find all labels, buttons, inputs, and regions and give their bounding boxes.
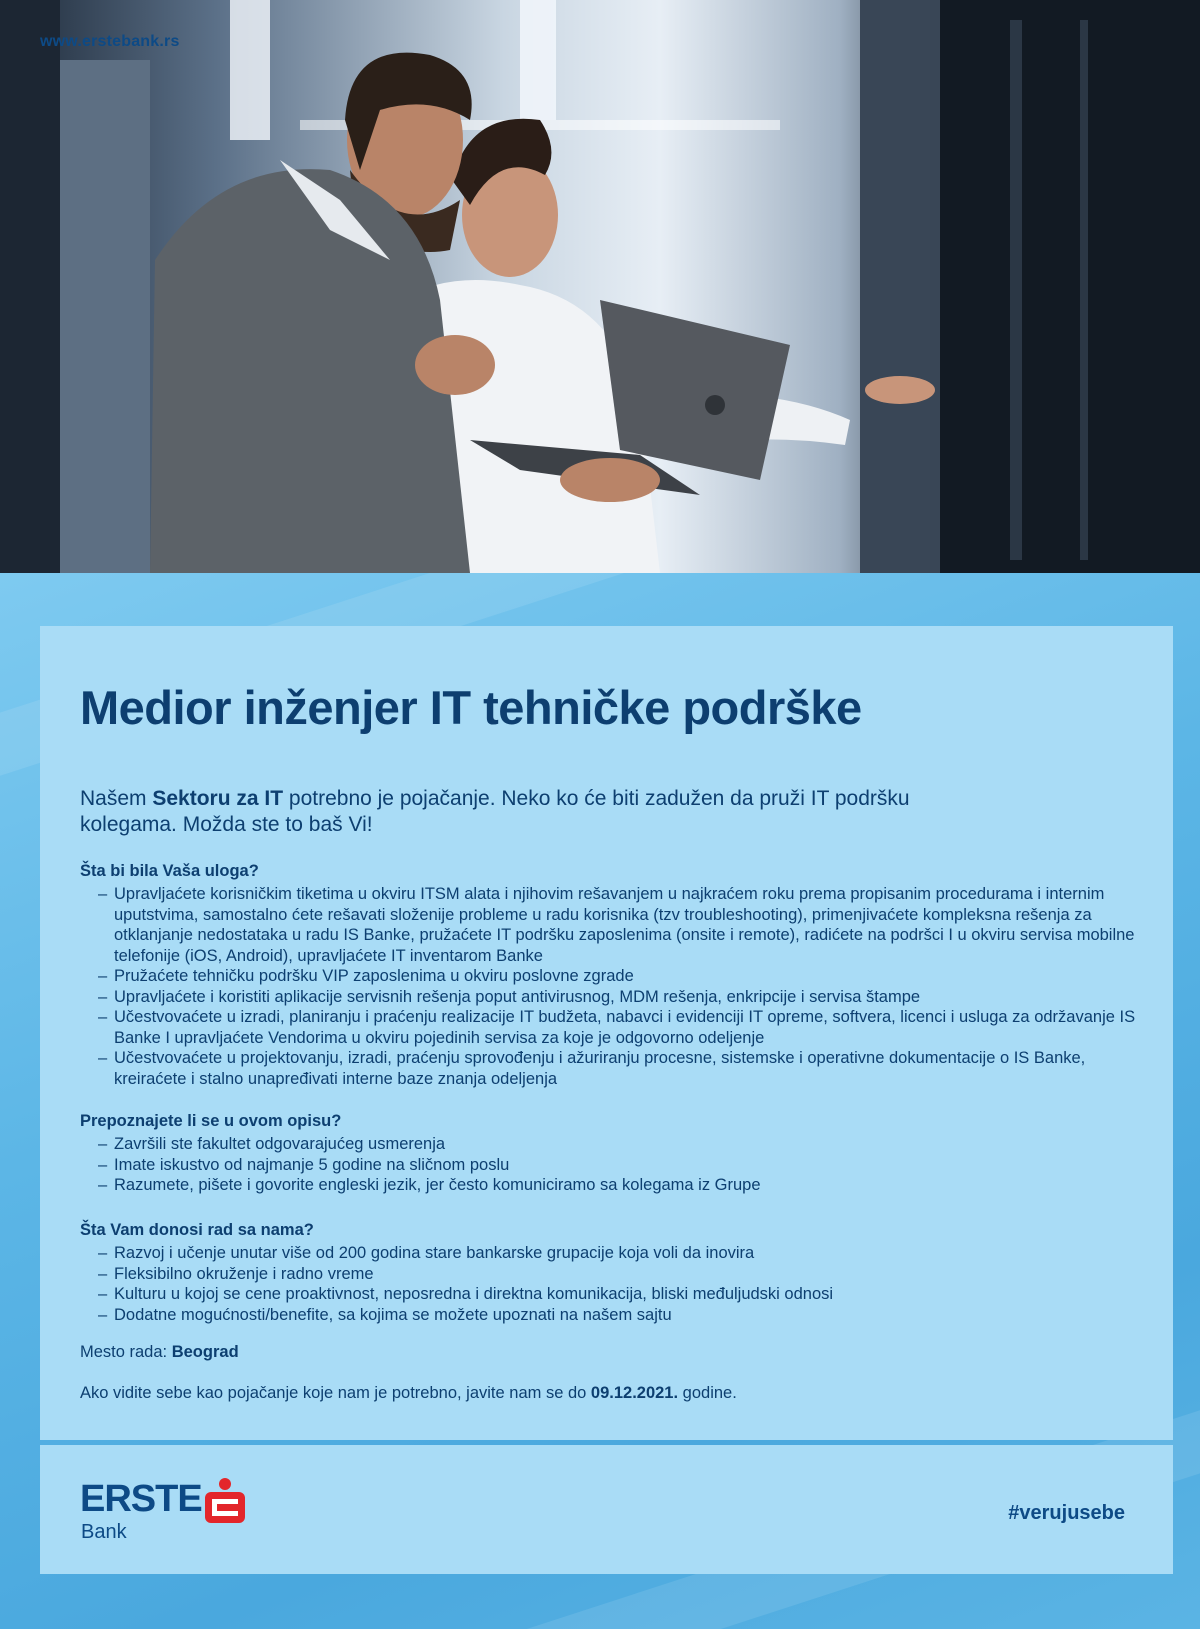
- website-url[interactable]: www.erstebank.rs: [40, 33, 180, 50]
- role-list: [80, 884, 1140, 1089]
- deadline-text: godine.: [678, 1384, 737, 1402]
- intro-text: Našem: [80, 787, 153, 810]
- list-item: – Upravljaćete korisničkim tiketima u okviru ITSM alata i njihovim rešavanjem u najkraćem roku prema propisanim procedurama i internim uputstvima, samostalno ćete rešavati složenije probleme u radu korisnika (tzv troubleshooting), primenjivaćete kompleksna rešenja za otklanjanje nedostataka u radu IS Banke, pružaćete IT podršku zaposlenima (onsite i remote), radićete na podršci I u okviru servisa mobilne telefonije (iOS, Android), upravljaćete IT inventarom Banke: [80, 884, 1140, 966]
- list-item: – Imate iskustvo od najmanje 5 godine na sličnom poslu: [80, 1155, 1140, 1176]
- campaign-hashtag: #verujusebe: [1008, 1502, 1125, 1524]
- list-item: – Fleksibilno okruženje i radno vreme: [80, 1264, 1140, 1285]
- job-title: Medior inženjer IT tehničke podrške: [80, 681, 862, 734]
- list-item: – Razvoj i učenje unutar više od 200 godina stare bankarske grupacije koja voli da inovira: [80, 1243, 1140, 1264]
- benefits-list: [80, 1243, 1140, 1325]
- location-value: Beograd: [171, 1343, 239, 1361]
- section-benefits: [80, 1220, 1140, 1325]
- location-label: Mesto rada:: [80, 1343, 172, 1361]
- list-item: – Razumete, pišete i govorite engleski jezik, jer često komuniciramo sa kolegama iz Grupe: [80, 1175, 1140, 1196]
- section-heading: Šta bi bila Vaša uloga?: [80, 862, 259, 880]
- list-item: – Dodatne mogućnosti/benefite, sa kojima se možete upoznati na našem sajtu: [80, 1305, 1140, 1326]
- erste-s-symbol-icon: [204, 1477, 246, 1525]
- job-posting-card: [40, 626, 1173, 1440]
- section-heading: Prepoznajete li se u ovom opisu?: [80, 1112, 342, 1130]
- intro-text: potrebno je pojačanje. Neko ko će biti zadužen da pruži IT podršku kolegama. Možda ste to baš Vi!: [80, 787, 910, 836]
- section-role: [80, 861, 1140, 1089]
- list-item: – Kulturu u kojoj se cene proaktivnost, neposredna i direktna komunikacija, bliski međuljudski odnosi: [80, 1284, 1140, 1305]
- logo-subtitle: Bank: [81, 1521, 127, 1543]
- deadline-text: Ako vidite sebe kao pojačanje koje nam je potrebno, javite nam se do: [80, 1384, 591, 1402]
- list-item: – Učestvovaćete u projektovanju, izradi, praćenju sprovođenju i ažuriranju procesne, sistemske i operativne dokumentacije o IS Banke, kreiraćete i stalno unapređivati interne baze znanja odeljenja: [80, 1048, 1140, 1089]
- work-location: [80, 1342, 239, 1363]
- section-profile: [80, 1111, 1140, 1196]
- section-heading: Šta Vam donosi rad sa nama?: [80, 1221, 314, 1239]
- footer-card: [40, 1445, 1173, 1574]
- list-item: – Završili ste fakultet odgovarajućeg usmerenja: [80, 1134, 1140, 1155]
- deadline-date: 09.12.2021.: [590, 1384, 679, 1402]
- logo-wordmark: ERSTE: [80, 1478, 202, 1520]
- server-room-illustration: [0, 0, 1200, 573]
- list-item: – Upravljaćete i koristiti aplikacije servisnih rešenja poput antivirusnog, MDM rešenja, enkripcije i servisa štampe: [80, 987, 1140, 1008]
- application-deadline: [80, 1383, 737, 1404]
- intro-paragraph: [80, 786, 940, 838]
- list-item: – Pružaćete tehničku podršku VIP zaposlenima u okviru poslovne zgrade: [80, 966, 1140, 987]
- hero-photo: [0, 0, 1200, 573]
- intro-department: Sektoru za IT: [152, 787, 284, 810]
- profile-list: [80, 1134, 1140, 1196]
- list-item: – Učestvovaćete u izradi, planiranju i praćenju realizacije IT budžeta, nabavci i evidenciji IT opreme, softvera, licenci i usluga za održavanje IS Banke I upravljaćete Vendorima u okviru pojedinih servisa za koje je odgovorno odeljenje: [80, 1007, 1140, 1048]
